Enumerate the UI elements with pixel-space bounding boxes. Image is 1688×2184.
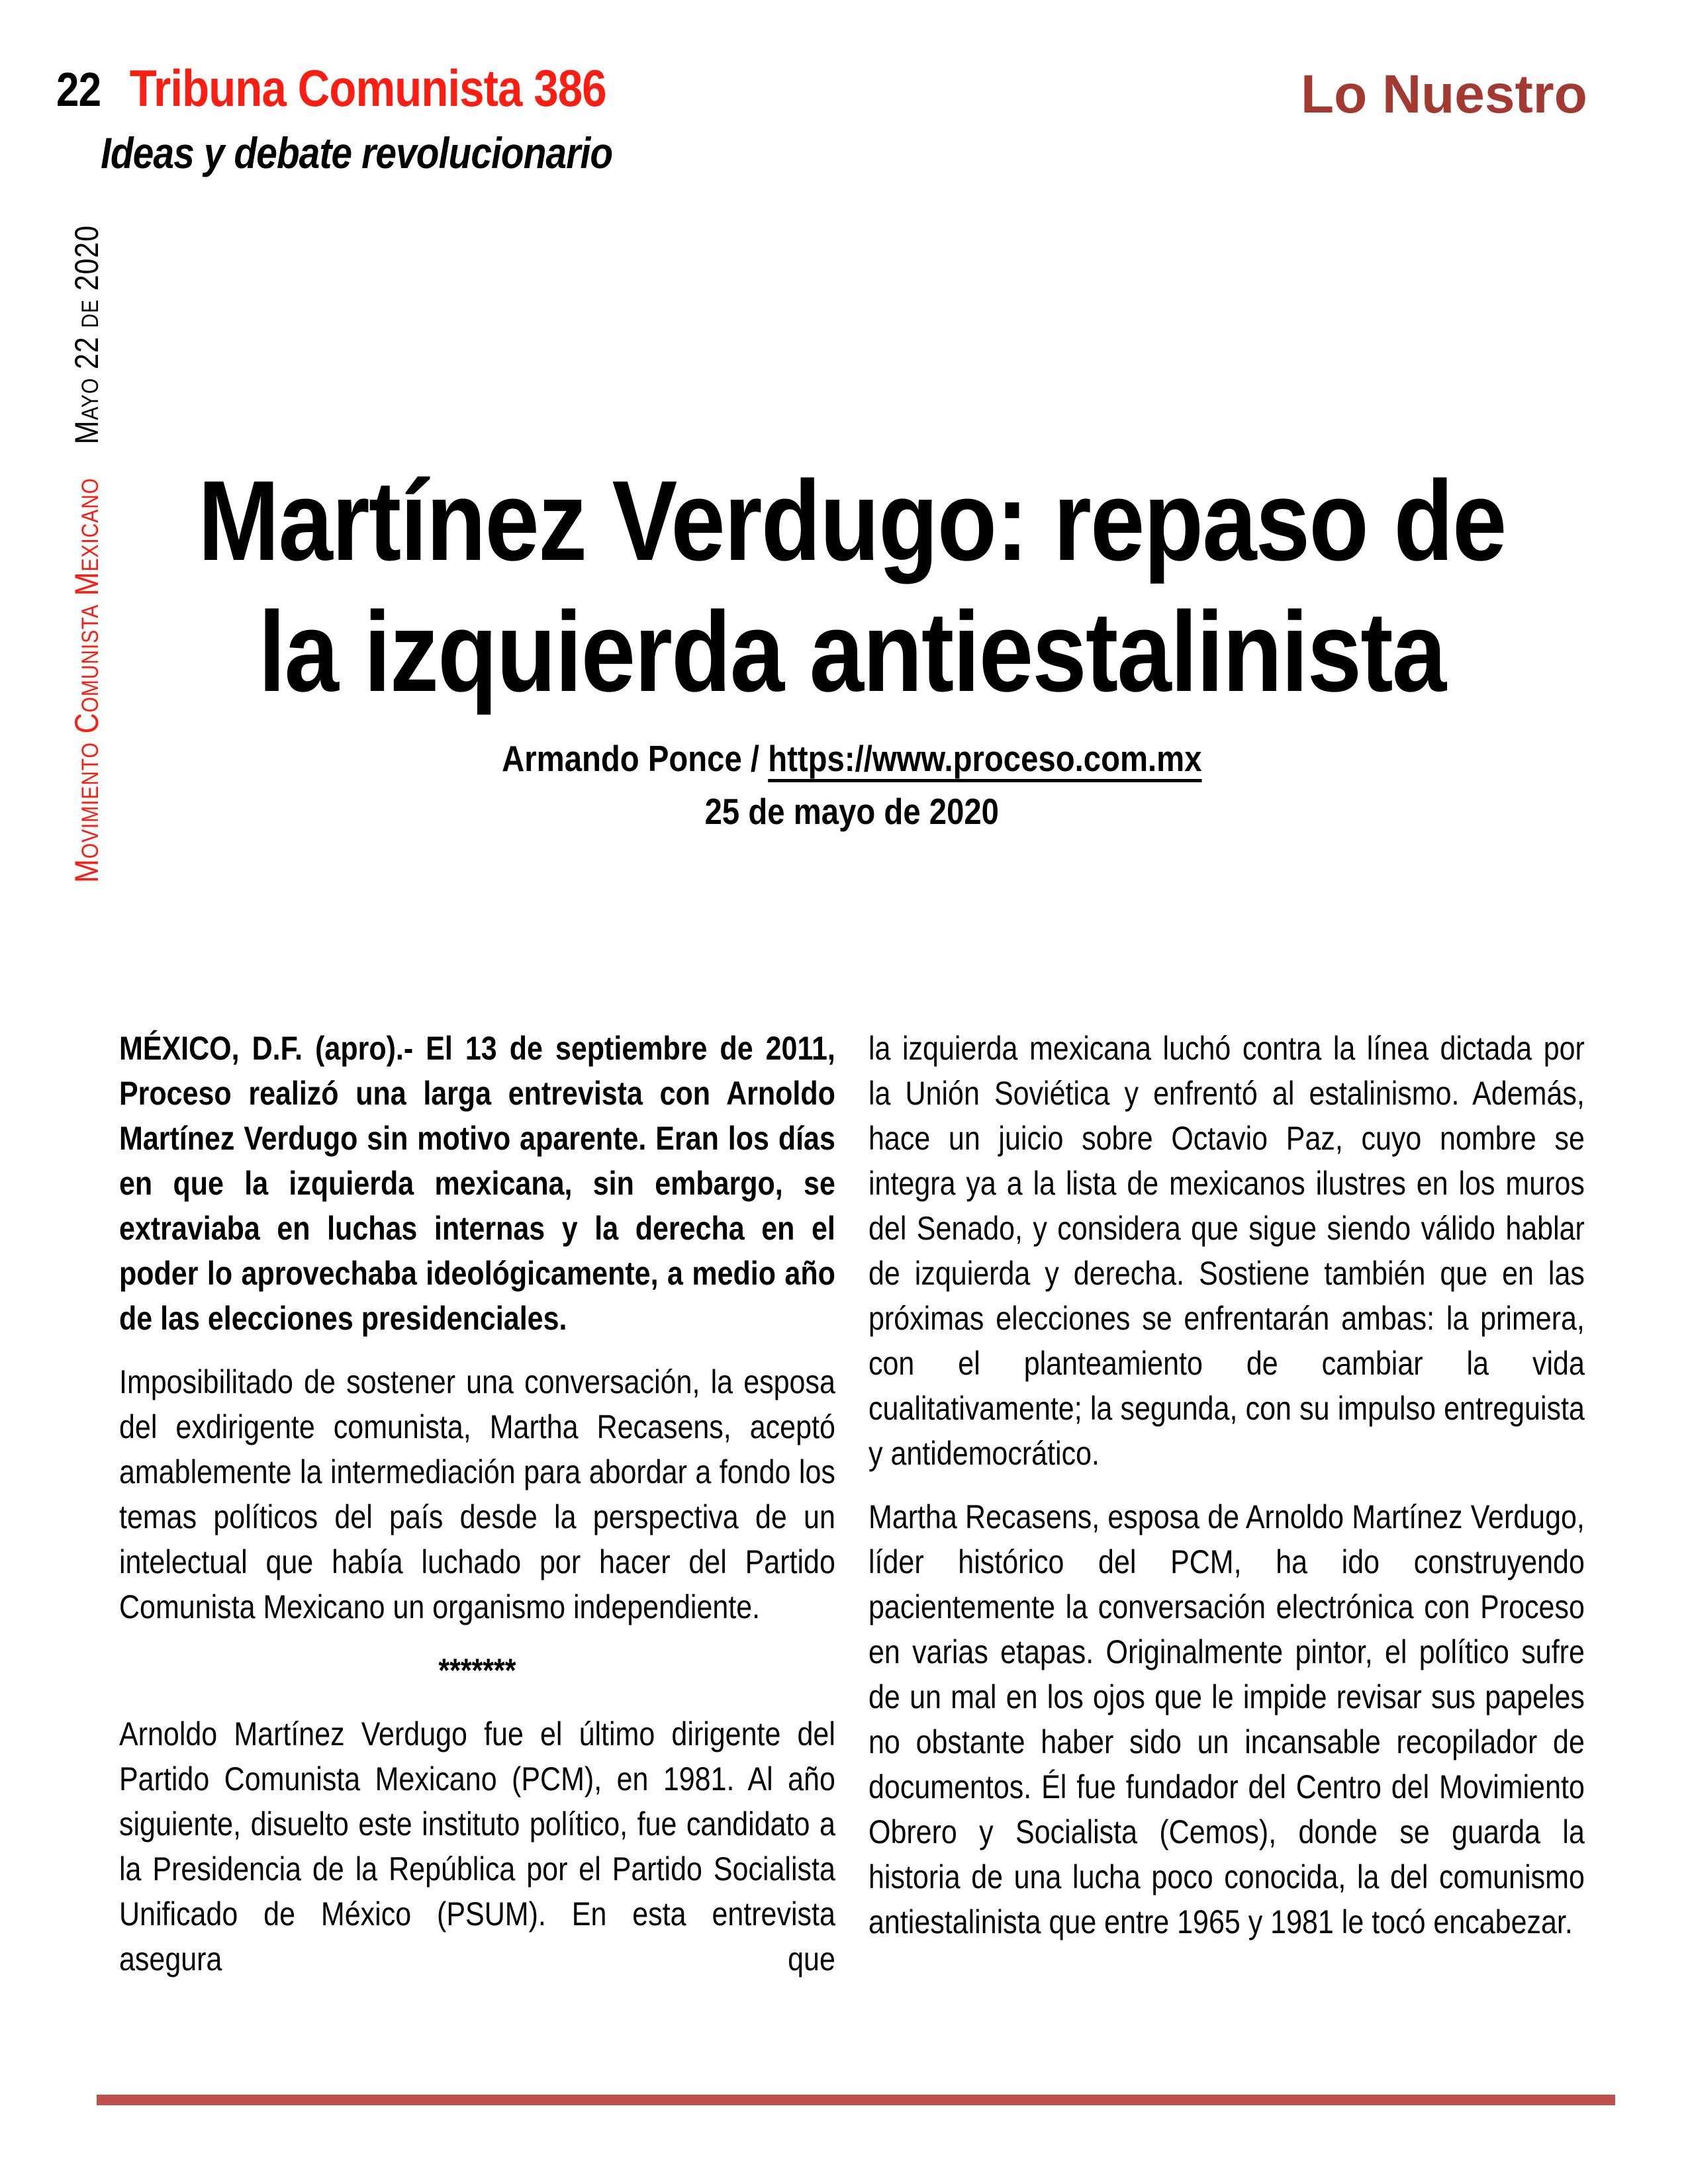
sidebar-vertical-inner	[68, 225, 106, 883]
proceso-link[interactable]: https://www.proceso.com.mx	[768, 738, 1202, 779]
page-number: 22	[56, 64, 101, 116]
paragraph: Imposibilitado de sostener una conversación, la esposa del exdirigente comunista, Martha Recasens, aceptó amablemente la intermediación para abordar a fondo los temas políticos del país desde la perspectiva de un intelectual que había luchado por hacer del Partido Comunista Mexicano un organismo independiente.	[119, 1363, 835, 1625]
masthead	[56, 58, 1024, 178]
asterisk-separator: *******	[438, 1652, 516, 1689]
section-label: Lo Nuestro	[1301, 64, 1587, 124]
paragraph: Arnoldo Martínez Verdugo fue el último dirigente del Partido Comunista Mexicano (PCM), en 1981. Al año siguiente, disuelto este instituto político, fue candidato a la Presidencia de la República por el Partido Socialista Unificado de México (PSUM). En esta entrevista asegura que	[119, 1715, 835, 1978]
bottom-rule	[97, 2095, 1615, 2105]
sidebar-issue-date: Mayo 22 de 2020	[68, 225, 105, 445]
paragraph: la izquierda mexicana luchó contra la línea dictada por la Unión Soviética y enfrentó al estalinismo. Además, hace un juicio sobre Octavio Paz, cuyo nombre se integra ya a la lista de mexicanos ilustres en los muros del Senado, y considera que sigue siendo válido hablar de izquierda y derecha. Sostiene también que en las próximas elecciones se enfrentarán ambas: la primera, con el planteamiento de cambiar la vida cualitativamente; la segunda, con su impulso entreguista y antidemocrático.	[868, 1030, 1585, 1472]
article-title-line1: Martínez Verdugo: repaso de	[198, 457, 1506, 584]
byline-author: Armando Ponce /	[502, 738, 760, 779]
masthead-subtitle: Ideas y debate revolucionario	[101, 128, 613, 177]
publication-date: 25 de mayo de 2020	[704, 791, 999, 832]
masthead-line1	[56, 58, 1024, 118]
paragraph: Martha Recasens, esposa de Arnoldo Martínez Verdugo, líder histórico del PCM, ha ido construyendo pacientemente la conversación electrónica con Proceso en varias etapas. Originalmente pintor, el político sufre de un mal en los ojos que le impide revisar sus papeles no obstante haber sido un incansable recopilador de documentos. Él fue fundador del Centro del Movimiento Obrero y Socialista (Cemos), donde se guarda la historia de una lucha poco conocida, la del comunismo antiestalinista que entre 1965 y 1981 le tocó encabezar.	[868, 1498, 1585, 1940]
article-title	[119, 455, 1585, 717]
masthead-title: Tribuna Comunista 386	[129, 59, 606, 117]
sidebar-publisher: Movimiento Comunista Mexicano	[68, 478, 105, 883]
column-right	[868, 1026, 1585, 1963]
byline	[119, 737, 1585, 780]
article-header	[119, 455, 1585, 833]
article-title-line2: la izquierda antiestalinista	[258, 588, 1446, 715]
column-left	[119, 1026, 835, 2000]
paragraph-lead: MÉXICO, D.F. (apro).- El 13 de septiembre de 2011, Proceso realizó una larga entrevista con Arnoldo Martínez Verdugo sin motivo aparente. Eran los días en que la izquierda mexicana, sin embargo, se extraviaba en luchas internas y la derecha en el poder lo aprovechaba ideológicamente, a medio año de las elecciones presidenciales.	[119, 1030, 835, 1337]
sidebar-vertical-text	[68, 118, 106, 883]
